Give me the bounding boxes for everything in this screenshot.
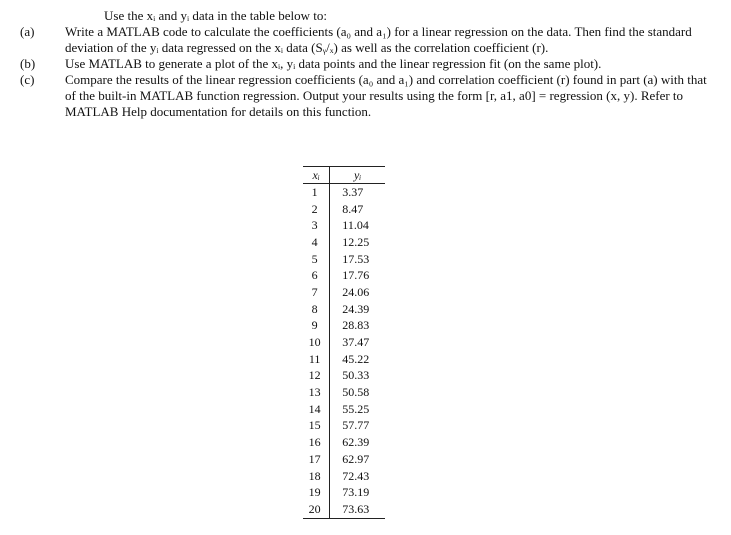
header-x: xᵢ [303,167,330,184]
y-value: 72.43 [342,468,370,483]
x-value: 16 [303,434,330,451]
x-value: 20 [303,501,330,518]
y-value: 45.22 [342,351,370,366]
x-value: 4 [303,234,330,251]
x-value: 12 [303,368,330,385]
part-c [20,72,720,120]
table-row [303,184,385,201]
x-value: 10 [303,334,330,351]
y-value: 50.58 [342,385,370,400]
y-value: 73.19 [342,485,370,500]
x-value: 6 [303,267,330,284]
part-c-text: Compare the results of the linear regression coefficients (a₀ and a₁) and correlation coefficient (r) found in part (a) with that of the built-in MATLAB function regression. Output your results using the form [r, a1, a0] = regression (x, y). Refer to MATLAB Help documentation for details on this function. [65,72,707,119]
table-row [303,201,385,218]
x-value: 5 [303,251,330,268]
part-a-label: (a) [20,24,35,39]
data-table [303,166,385,519]
y-value: 73.63 [330,501,385,518]
table-row [303,484,385,501]
table-body [303,184,385,519]
y-value: 28.83 [342,318,370,333]
y-value: 17.76 [342,268,370,283]
x-value: 19 [303,484,330,501]
table-row [303,368,385,385]
table-row [303,401,385,418]
x-value: 3 [303,217,330,234]
table-row [303,267,385,284]
y-value: 50.33 [342,368,370,383]
question-parts [20,24,720,120]
y-value: 3.37 [342,184,364,199]
y-value: 24.39 [342,301,370,316]
part-a [20,24,720,56]
y-value: 8.47 [342,201,364,216]
part-b-text: Use MATLAB to generate a plot of the xᵢ, yᵢ data points and the linear regression fit (on the same plot). [65,56,602,71]
y-value: 55.25 [342,401,370,416]
x-value: 17 [303,451,330,468]
x-value: 11 [303,351,330,368]
table-row [303,234,385,251]
x-value: 7 [303,284,330,301]
table-header-row [303,167,385,184]
table-row [303,284,385,301]
y-value: 12.25 [342,234,370,249]
y-value: 24.06 [342,284,370,299]
y-value: 62.97 [342,451,370,466]
y-value: 17.53 [342,251,370,266]
intro-text: Use the xᵢ and yᵢ data in the table below to: [104,8,328,23]
x-value: 13 [303,384,330,401]
table-row [303,318,385,335]
part-c-label: (c) [20,72,35,87]
table-row [303,251,385,268]
part-b [20,56,720,72]
y-value: 11.04 [342,218,369,233]
table-row [303,468,385,485]
table-row [303,501,385,518]
table-row [303,301,385,318]
data-table-wrapper [303,166,385,519]
table-row [303,217,385,234]
table-row [303,351,385,368]
x-value: 14 [303,401,330,418]
x-value: 18 [303,468,330,485]
y-value: 57.77 [342,418,370,433]
x-value: 9 [303,318,330,335]
x-value: 8 [303,301,330,318]
x-value: 1 [303,184,330,201]
table-row [303,384,385,401]
table-row [303,418,385,435]
part-b-label: (b) [20,56,36,71]
table-row [303,434,385,451]
y-value: 62.39 [342,435,370,450]
x-value: 2 [303,201,330,218]
table-row [303,334,385,351]
header-y: yᵢ [330,167,385,184]
table-row [303,451,385,468]
part-a-text: Write a MATLAB code to calculate the coefficients (a₀ and a₁) for a linear regression on the data. Then find the standard deviation of the yᵢ data regressed on the xᵢ data (Sᵧ/ₓ) as well as the correlation coefficient (r). [65,24,692,55]
y-value: 37.47 [342,335,370,350]
x-value: 15 [303,418,330,435]
